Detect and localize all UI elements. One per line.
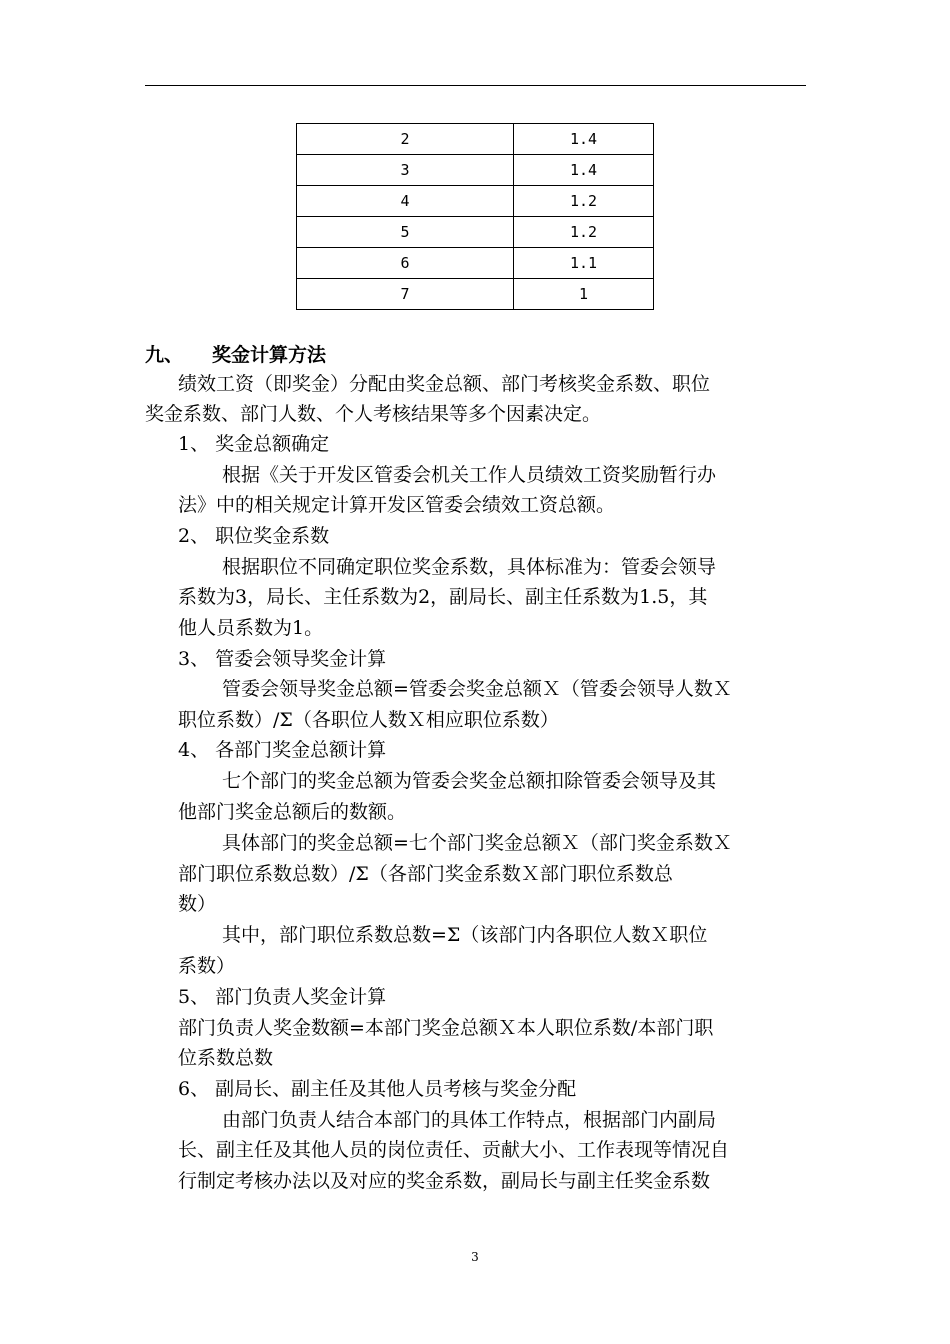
item-heading: 3、 管委会领导奖金计算: [178, 648, 387, 670]
paragraph-line: 他部门奖金总额后的数额。: [178, 801, 407, 823]
rank-cell: 5: [297, 217, 514, 248]
paragraph-line: 长、副主任及其他人员的岗位责任、贡献大小、工作表现等情况自: [178, 1139, 730, 1161]
paragraph-line: 行制定考核办法以及对应的奖金系数，副局长与副主任奖金系数: [178, 1170, 711, 1192]
item-heading: 5、 部门负责人奖金计算: [178, 986, 387, 1008]
paragraph-line: 系数）: [178, 955, 236, 977]
paragraph-line: 系数为3，局长、主任系数为2，副局长、副主任系数为1.5，其: [178, 586, 708, 608]
paragraph-line: 位系数总数: [178, 1047, 274, 1069]
item-heading: 6、 副局长、副主任及其他人员考核与奖金分配: [178, 1078, 577, 1100]
header-rule: [145, 85, 806, 86]
rank-cell: 4: [297, 186, 514, 217]
paragraph-line: 职位系数）/Σ（各职位人数Ｘ相应职位系数）: [178, 709, 559, 731]
item-heading: 2、 职位奖金系数: [178, 525, 330, 547]
table-row: [297, 155, 654, 186]
rank-cell: 6: [297, 248, 514, 279]
paragraph-line: 他人员系数为1。: [178, 617, 324, 639]
paragraph-line: 管委会领导奖金总额=管委会奖金总额Ｘ（管委会领导人数Ｘ: [222, 678, 732, 700]
table-row: [297, 217, 654, 248]
rank-cell: 3: [297, 155, 514, 186]
item-heading: 4、 各部门奖金总额计算: [178, 739, 387, 761]
coefficient-cell: 1.1: [514, 248, 654, 279]
paragraph-line: 根据职位不同确定职位奖金系数，具体标准为：管委会领导: [222, 556, 717, 578]
coefficient-cell: 1.2: [514, 186, 654, 217]
coefficient-cell: 1.4: [514, 124, 654, 155]
coefficient-cell: 1.4: [514, 155, 654, 186]
table-row: [297, 186, 654, 217]
rank-cell: 2: [297, 124, 514, 155]
coefficient-cell: 1.2: [514, 217, 654, 248]
section-title: 奖金计算方法: [212, 344, 327, 366]
paragraph-line: 奖金系数、部门人数、个人考核结果等多个因素决定。: [145, 403, 602, 425]
coefficient-table: [296, 123, 654, 310]
paragraph-line: 绩效工资（即奖金）分配由奖金总额、部门考核奖金系数、职位: [178, 373, 711, 395]
paragraph-line: 其中，部门职位系数总数=Σ（该部门内各职位人数Ｘ职位: [222, 924, 708, 946]
paragraph-line: 具体部门的奖金总额=七个部门奖金总额Ｘ（部门奖金系数Ｘ: [222, 832, 732, 854]
coefficient-cell: 1: [514, 279, 654, 310]
paragraph-line: 部门负责人奖金数额=本部门奖金总额Ｘ本人职位系数/本部门职: [178, 1017, 714, 1039]
paragraph-line: 由部门负责人结合本部门的具体工作特点，根据部门内副局: [222, 1109, 717, 1131]
table-row: [297, 124, 654, 155]
item-heading: 1、 奖金总额确定: [178, 433, 330, 455]
rank-cell: 7: [297, 279, 514, 310]
paragraph-line: 数）: [178, 893, 217, 915]
paragraph-line: 部门职位系数总数）/Σ（各部门奖金系数Ｘ部门职位系数总: [178, 863, 673, 885]
paragraph-line: 七个部门的奖金总额为管委会奖金总额扣除管委会领导及其: [222, 770, 717, 792]
table-row: [297, 279, 654, 310]
paragraph-line: 法》中的相关规定计算开发区管委会绩效工资总额。: [178, 494, 616, 516]
paragraph-line: 根据《关于开发区管委会机关工作人员绩效工资奖励暂行办: [222, 464, 717, 486]
table-row: [297, 248, 654, 279]
section-number: 九、: [145, 344, 184, 366]
page-number: 3: [471, 1250, 479, 1264]
